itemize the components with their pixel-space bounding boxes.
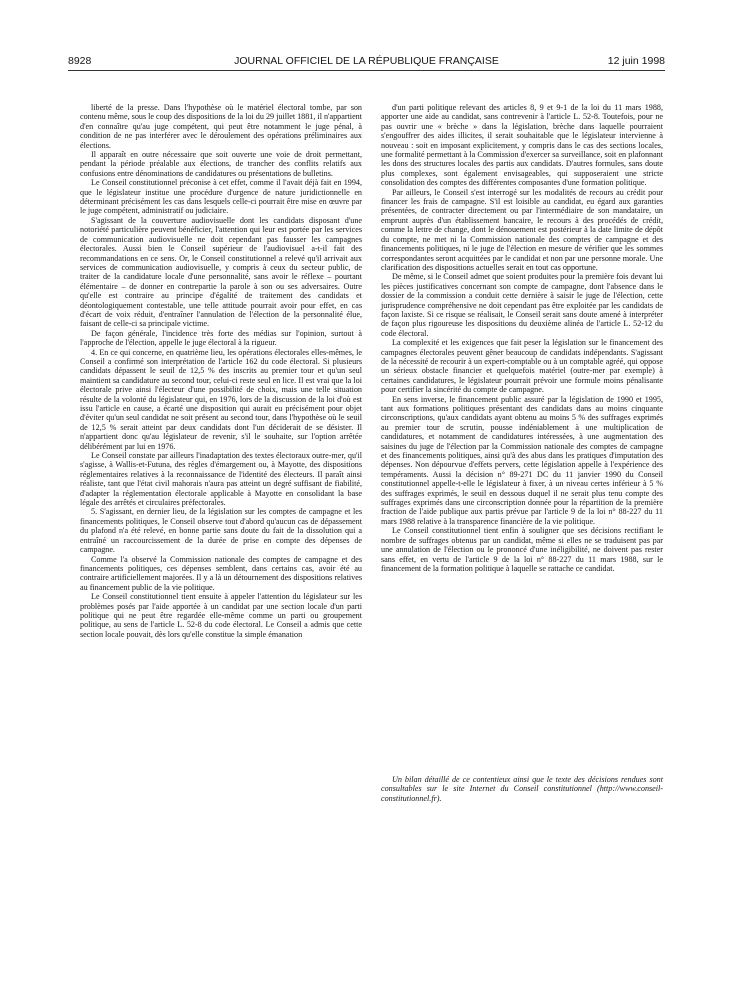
- paragraph: Le Conseil constitutionnel tient enfin à souligner que ses décisions rectifiant le nombre de suffrages obtenus par un candidat, même si elles ne se traduisent pas par une annulation de l'élection ou le prononcé d'une inéligibilité, ne doivent pas rester sans effet, en vertu de l'article 9 de la loi n° 88-227 du 11 mars 1988, sur le financement de la formation politique à laquelle se rattache ce candidat.: [381, 526, 663, 573]
- journal-title: JOURNAL OFFICIEL DE LA RÉPUBLIQUE FRANÇAISE: [234, 55, 499, 67]
- paragraph: Il apparaît en outre nécessaire que soit ouverte une voie de droit permettant, pendant la période préalable aux élections, de trancher des conflits relatifs aux confusions entre dénominations de candidatures ou présentations de bulletins.: [80, 150, 362, 178]
- page-number: 8928: [68, 55, 92, 67]
- paragraph: 5. S'agissant, en dernier lieu, de la législation sur les comptes de campagne et les financements politiques, le Conseil observe tout d'abord qu'aucun cas de dépassement du plafond n'a été relevé, en bonne partie sans doute du fait de la dissolution qui a entraîné un raccourcissement de la durée de prise en compte des dépenses de campagne.: [80, 507, 362, 555]
- paragraph: La complexité et les exigences que fait peser la législation sur le financement des campagnes électorales peuvent gêner beaucoup de candidats indépendants. S'agissant de la nécessité de recourir à un expert-comptable ou à un comptable agréé, qui oppose un sérieux obstacle financier et quelquefois matériel (outre-mer par exemple) à certaines candidatures, le législateur pourrait prévoir une formule moins pénalisante pour certifier la sincérité du compte de campagne.: [381, 338, 663, 395]
- page-header: [68, 55, 665, 69]
- paragraph: Par ailleurs, le Conseil s'est interrogé sur les modalités de recours au crédit pour financer les frais de campagne. S'il est loisible au candidat, eu égard aux garanties présentées, de contracter directement ou par l'intermédiaire de son mandataire, un emprunt auprès d'un établissement bancaire, le recours à des procédés de crédit, comme la lettre de change, dont le dénouement est postérieur à la date limite de dépôt du compte, ne met ni la Commission nationale des comptes de campagne et des financements politiques, ni le juge de l'élection en mesure de vérifier que les sommes correspondantes seront acquittées par le candidat et non par une personne morale. Une clarification des dispositions actuelles serait en tout cas opportune.: [381, 187, 663, 272]
- paragraph: Le Conseil constitutionnel préconise à cet effet, comme il l'avait déjà fait en 1994, que le législateur institue une procédure d'urgence de nature juridictionnelle en déterminant précisément les cas dans lesquels celle-ci pourrait être mise en œuvre par le juge compétent, administratif ou judiciaire.: [80, 178, 362, 216]
- paragraph: Le Conseil constate par ailleurs l'inadaptation des textes électoraux outre-mer, qu'il s'agisse, à Wallis-et-Futuna, des règles d'émargement ou, à Mayotte, des dispositions réglementaires relatives à la reconnaissance de l'identité des électeurs. Il paraît ainsi réaliste, tant que l'état civil mahorais n'aura pas atteint un degré suffisant de fiabilité, d'adapter la réglementation électorale applicable à Mayotte en consolidant la base légale des arrêtés et circulaires préfectorales.: [80, 451, 362, 508]
- paragraph: liberté de la presse. Dans l'hypothèse où le matériel électoral tombe, par son contenu même, sous le coup des dispositions de la loi du 29 juillet 1881, il n'appartient d'en connaître qu'au juge compétent, qui peut être notamment le juge pénal, à condition de ne pas interférer avec le déroulement des opérations préliminaires aux élections.: [80, 103, 362, 150]
- paragraph: S'agissant de la couverture audiovisuelle dont les candidats disposant d'une notoriété particulière peuvent bénéficier, l'attention qui leur est portée par les services de communication audiovisuelle ne doit cependant pas fausser les campagnes électorales. Aussi bien le Conseil supérieur de l'audiovisuel a-t-il fait des recommandations en ce sens. Or, le Conseil constitutionnel a relevé qu'il arrivait aux services de communication audiovisuelle, y compris à ceux du secteur public, de traiter de la candidature locale d'une personnalité, sans avoir le réflexe – pourtant élémentaire – de donner en contrepartie la parole à son ou ses adversaires. Outre qu'elle est contraire au principe d'égalité de traitement des candidats et déontologiquement contestable, une telle attitude pourrait avoir pour effet, en cas d'écart de voix réduit, d'entraîner l'annulation de l'élection de la personnalité élue, faisant de celle-ci sa principale victime.: [80, 215, 362, 329]
- header-rule: [68, 70, 665, 71]
- paragraph: Le Conseil constitutionnel tient ensuite à appeler l'attention du législateur sur les problèmes posés par l'aide apportée à un candidat par une section locale d'un parti politique qui ne peut être regardée elle-même comme un parti ou groupement politique, au sens de l'article L. 52-8 du code électoral. Le Conseil a admis que cette section locale pouvait, dès lors qu'elle constitue la simple émanation: [80, 592, 362, 639]
- footnote-text: Un bilan détaillé de ce contentieux ainsi que le texte des décisions rendues sont consultables sur le site Internet du Conseil constitutionnel (http://www.conseil-constitutionnel.fr).: [381, 775, 663, 803]
- paragraph: De façon générale, l'incidence très forte des médias sur l'opinion, surtout à l'approche de l'élection, appelle le juge électoral à la rigueur.: [80, 328, 362, 348]
- paragraph: En sens inverse, le financement public assuré par la législation de 1990 et 1995, tant aux formations politiques présentant des candidats dans au moins cinquante circonscriptions, qu'aux candidats ayant obtenu au moins 5 % des suffrages exprimés au premier tour de scrutin, pousse indéniablement à une multiplication de candidatures, et notamment de candidatures intéressées, à une augmentation des saisines du juge de l'élection par la Commission nationale des comptes de campagne et des financements politiques, ainsi qu'à des abus dans les pratiques d'imputation des dépenses. Non dépourvue d'effets pervers, cette législation appelle à l'expérience des tempéraments. Aussi la décision n° 89-271 DC du 11 janvier 1990 du Conseil constitutionnel appelle-t-elle le législateur à fixer, à un niveau certes inférieur à 5 % des suffrages exprimés, le seuil en dessous duquel il ne serait plus tenu compte des suffrages exprimés dans une circonscription donnée pour la répartition de la première fraction de l'aide publique aux partis prévue par l'article 9 de la loi n° 88-227 du 11 mars 1988 relative à la transparence financière de la vie politique.: [381, 394, 663, 526]
- right-column: [381, 103, 663, 573]
- left-column: [80, 103, 362, 639]
- footnote: [381, 775, 663, 803]
- paragraph: Comme l'a observé la Commission nationale des comptes de campagne et des financements politiques, ces dépenses semblent, dans certains cas, avoir été au contraire artificiellement majorées. Il y a là un détournement des dispositions relatives au financement public de la vie politique.: [80, 554, 362, 592]
- publication-date: 12 juin 1998: [607, 55, 665, 67]
- paragraph: 4. En ce qui concerne, en quatrième lieu, les opérations électorales elles-mêmes, le Conseil a confirmé son interprétation de l'article 162 du code électoral. Si plusieurs candidats dépassent le seuil de 12,5 % des inscrits au premier tour et qu'un seul maintient sa candidature au second tour, celui-ci reste seul en lice. Il est vrai que la loi électorale prive ainsi l'électeur d'une possibilité de choix, mais une telle situation résulte de la volonté du législateur qui, en 1976, lors de la discussion de la loi d'où est issu l'article en cause, a écarté une disposition qui aurait eu précisément pour objet d'éviter qu'un seul candidat ne soit présent au second tour, dans l'hypothèse où le seuil de 12,5 % serait atteint par deux candidats dont l'un déciderait de se désister. Il n'appartient donc qu'au législateur de revenir, s'il le souhaite, sur l'option arrêtée délibérément par lui en 1976.: [80, 347, 362, 451]
- paragraph: De même, si le Conseil admet que soient produites pour la première fois devant lui les pièces justificatives concernant son compte de campagne, dont l'absence dans le dossier de la commission a conduit cette dernière à saisir le juge de l'élection, cette jurisprudence compréhensive ne doit cependant pas être exploitée par les candidats de façon laxiste. Si ce risque se réalisait, le Conseil serait sans doute amené à interpréter de façon plus rigoureuse les dispositions du deuxième alinéa de l'article L. 52-12 du code électoral.: [381, 272, 663, 338]
- paragraph: d'un parti politique relevant des articles 8, 9 et 9-1 de la loi du 11 mars 1988, apporter une aide au candidat, sans contrevenir à l'article L. 52-8. Toutefois, pour ne pas ouvrir une « brèche » dans la législation, brèche dans laquelle pourraient s'engouffrer des aides illicites, il serait souhaitable que le législateur intervienne à nouveau : soit en imposant explicitement, y compris dans le cas des sections locales, une formalité permettant à la Commission d'exercer sa surveillance, soit en plafonnant les dons des structures locales des partis aux candidats. D'autres formules, sans doute plus complexes, sont également envisageables, qui supposeraient une stricte consolidation des comptes des différentes composantes d'une formation politique.: [381, 103, 663, 188]
